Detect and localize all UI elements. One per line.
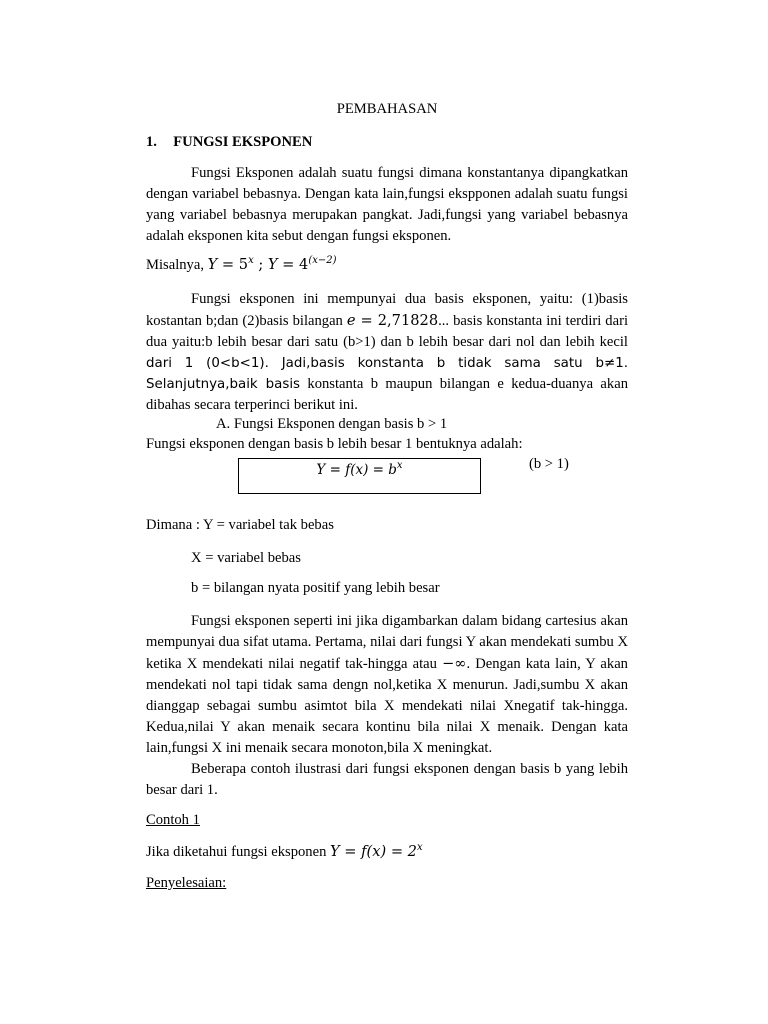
example-formula-2-lhs: Y	[267, 256, 278, 273]
condition-label: (b > 1)	[529, 456, 569, 472]
page-title: PEMBAHASAN	[336, 101, 438, 117]
formula-exponent: x	[396, 460, 403, 471]
definition-dimana: Dimana : Y = variabel tak bebas	[146, 517, 334, 533]
example-formula-1-exp: x	[248, 255, 254, 266]
section-title: FUNGSI EKSPONEN	[173, 134, 313, 150]
section-number: 1.	[146, 134, 157, 150]
solution-heading	[146, 875, 628, 892]
example-formula-1-lhs: Y	[207, 256, 218, 273]
definition-x: X = variabel bebas	[191, 550, 301, 566]
example-prefix: Misalnya,	[146, 257, 208, 273]
example-separator: ;	[253, 256, 268, 273]
example-heading-text: Contoh 1	[146, 812, 200, 828]
subsection-a-description: Fungsi eksponen dengan basis b lebih besar 1 bentuknya adalah:	[146, 436, 523, 452]
example-1-line	[146, 843, 628, 861]
definition-b: b = bilangan nyata positif yang lebih besar	[191, 580, 440, 596]
basis-text-3: dari 1 (0<b<1). Jadi,basis konstanta b tidak sama satu b≠1. Selanjutnya,baik basis	[146, 356, 628, 392]
example-heading	[146, 812, 628, 829]
example-1-formula: Y = f(x) = 2	[330, 843, 417, 860]
graph-text-2: . Dengan kata lain, Y akan mendekati nol tapi tidak sama dengn nol,ketika X menurun. Jadi,sumbu X akan dianggap sebagai sumbu asimtot bila X mendekati nilai Xnegatif tak-hingga. Kedua,nilai Y akan menaik secara kontinu bila nilai X menaik. Dengan kata lain,fungsi X ini menaik secara monoton,bila X meningkat.	[146, 656, 628, 756]
basis-e-symbol: e	[346, 312, 356, 329]
example-formula-2-eq: = 4	[277, 256, 309, 273]
formula-main: Y = f(x) = b	[316, 462, 397, 478]
formula-box-text	[239, 462, 480, 478]
solution-heading-text: Penyelesaian:	[146, 875, 227, 891]
section-heading	[146, 134, 628, 151]
basis-text-1: Fungsi eksponen ini mempunyai dua basis eksponen, yaitu: (1)basis kostantan b;dan (2)basis bilangan	[146, 291, 628, 329]
formula-box	[238, 458, 481, 494]
example-line	[146, 256, 628, 274]
basis-paragraph	[146, 289, 628, 416]
example-formula-2-exp: (x−2)	[308, 255, 337, 266]
graph-text-1: Fungsi eksponen seperti ini jika digambarkan dalam bidang cartesius akan mempunyai dua sifat utama. Pertama, nilai dari fungsi Y akan mendekati sumbu X ketika X mendekati nilai negatif tak-hingga atau	[146, 613, 629, 672]
basis-text-2: ... basis konstanta ini terdiri dari dua yaitu:b lebih besar dari satu (b>1) dan b lebih besar dari nol dan lebih kecil	[146, 313, 629, 350]
intro-paragraph: Fungsi Eksponen adalah suatu fungsi dimana konstantanya dipangkatkan dengan variabel bebasnya. Dengan kata lain,fungsi ekspponen adalah suatu fungsi yang variabel bebasnya merupakan pangkat. Jadi,fungsi yang variabel bebasnya adalah eksponen kita sebut dengan fungsi eksponen.	[146, 165, 628, 244]
example-1-exponent: x	[416, 842, 423, 853]
graph-paragraph	[146, 611, 628, 759]
negative-infinity-symbol: −∞	[442, 655, 467, 672]
illustration-paragraph: Beberapa contoh ilustrasi dari fungsi eksponen dengan basis b yang lebih besar dari 1.	[146, 761, 628, 798]
basis-e-value: = 2,71828	[355, 312, 439, 329]
example-formula-1-eq: = 5	[217, 256, 249, 273]
example-1-prefix: Jika diketahui fungsi eksponen	[146, 844, 331, 860]
basis-text-4: konstanta b maupun bilangan e kedua-duanya akan dibahas secara terperinci berikut ini.	[146, 376, 628, 413]
subsection-a-heading: A. Fungsi Eksponen dengan basis b > 1	[216, 416, 448, 432]
